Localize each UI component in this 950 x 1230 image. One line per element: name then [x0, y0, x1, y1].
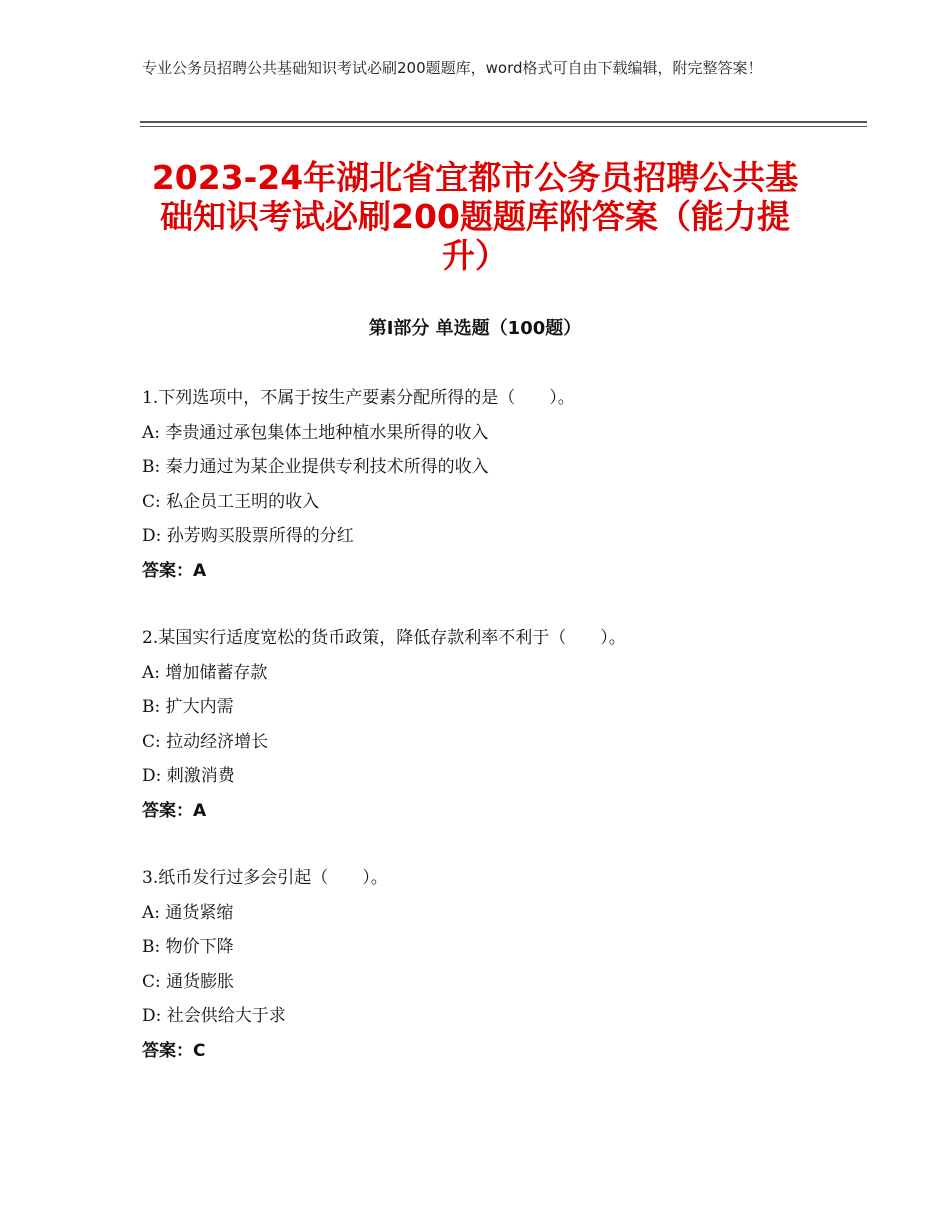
option-c: C: 通货膨胀: [142, 971, 235, 992]
answer: 答案：A: [142, 560, 207, 581]
document-title: 2023-24年湖北省宜都市公务员招聘公共基础知识考试必刷200题题库附答案（能力提升）: [151, 158, 799, 275]
question-stem: 3.纸币发行过多会引起（ ）。: [142, 868, 388, 888]
option-d: D: 刺激消费: [142, 766, 235, 786]
option-c: C: 拉动经济增长: [142, 731, 269, 752]
header-divider-thick: [140, 121, 867, 123]
header-note: 专业公务员招聘公共基础知识考试必刷200题题库，word格式可自由下载编辑，附完整答案！: [142, 59, 763, 77]
question-3: [142, 861, 842, 1068]
option-a: A: 李贵通过承包集体土地种植水果所得的收入: [142, 422, 489, 443]
option-a: A: 增加储蓄存款: [142, 662, 268, 683]
option-c: C: 私企员工王明的收入: [142, 491, 320, 512]
question-stem: 2.某国实行适度宽松的货币政策，降低存款利率不利于（ ）。: [142, 628, 626, 648]
question-list: [142, 381, 842, 1101]
option-d: D: 孙芳购买股票所得的分红: [142, 526, 354, 546]
header-divider-thin: [140, 126, 867, 127]
option-d: D: 社会供给大于求: [142, 1006, 286, 1026]
answer: 答案：C: [142, 1040, 206, 1061]
question-1: [142, 381, 842, 588]
option-b: B: 物价下降: [142, 937, 234, 957]
option-b: B: 扩大内需: [142, 697, 234, 717]
answer: 答案：A: [142, 800, 207, 821]
question-stem: 1.下列选项中，不属于按生产要素分配所得的是（ ）。: [142, 388, 575, 408]
question-2: [142, 621, 842, 828]
option-a: A: 通货紧缩: [142, 902, 234, 923]
option-b: B: 秦力通过为某企业提供专利技术所得的收入: [142, 457, 489, 477]
section-title: 第Ⅰ部分 单选题（100题）: [368, 318, 582, 339]
